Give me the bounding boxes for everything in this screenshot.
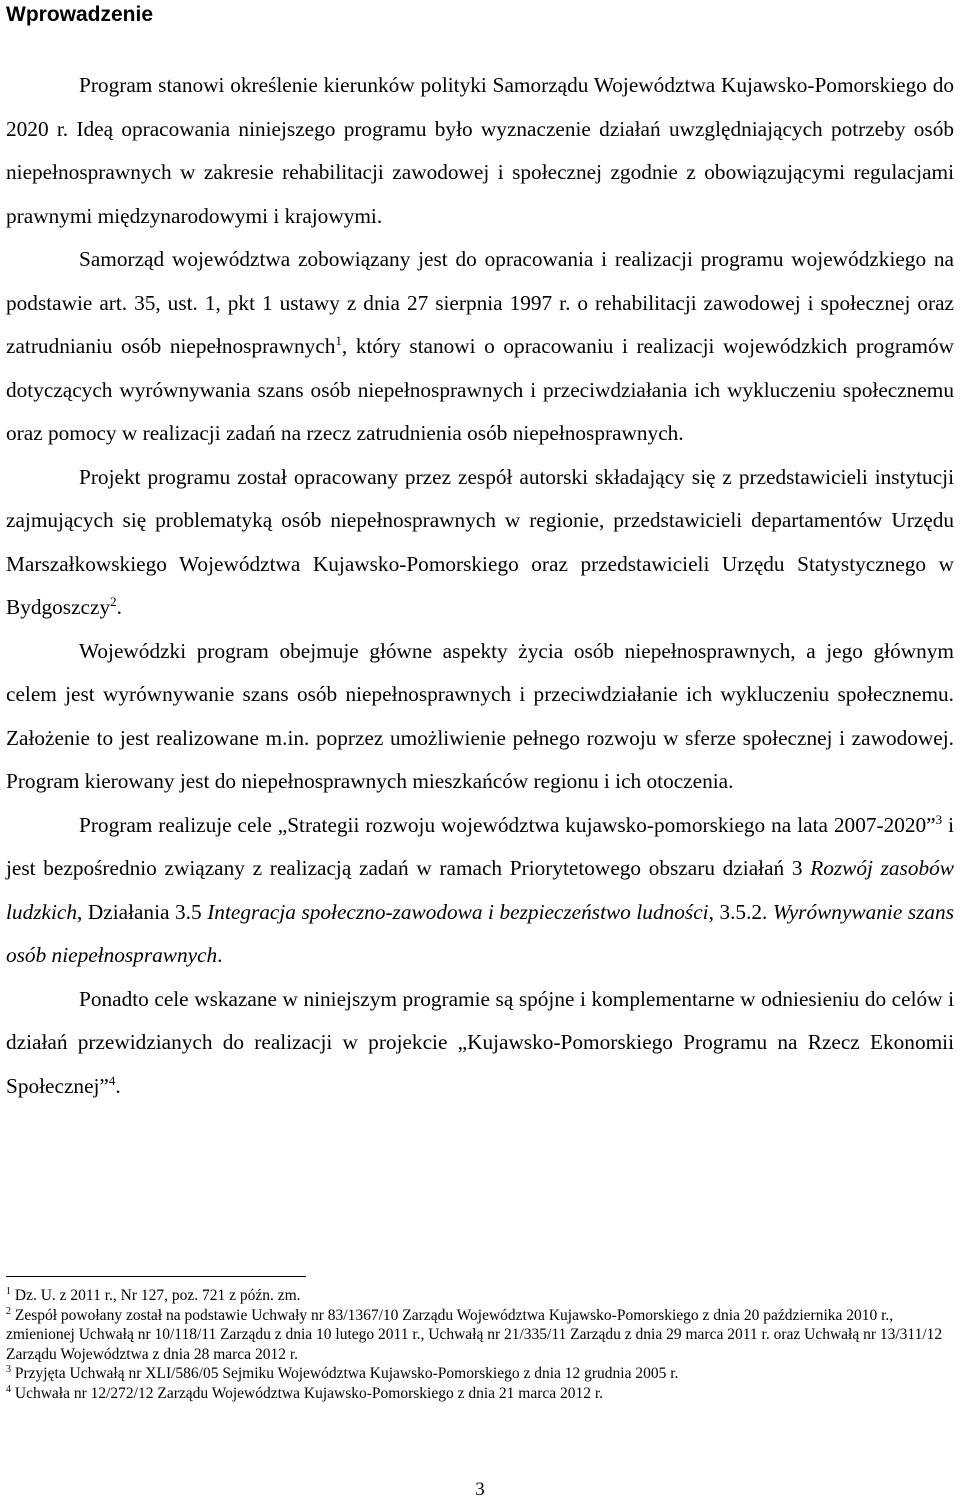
footnote-number: 4 bbox=[6, 1383, 11, 1395]
italic-run: Integracja społeczno-zawodowa i bezpieczeństwo ludności bbox=[207, 899, 709, 924]
paragraph-authors bbox=[6, 456, 954, 630]
footnote-ref[interactable]: 1 bbox=[335, 333, 342, 348]
italic-run: Rozwój zasobów ludzkich bbox=[6, 856, 954, 924]
text-run: Ponadto cele wskazane w niniejszym programie są spójne i komplementarne w odniesieniu do celów i działań przewidzianych do realizacji w projekcie „Kujawsko-Pomorskiego Programu na Rzecz Ekonomii Społecznej” bbox=[6, 986, 954, 1098]
text-run: . bbox=[115, 1073, 121, 1098]
footnotes bbox=[6, 1286, 954, 1403]
footnote-text: Przyjęta Uchwałą nr XLI/586/05 Sejmiku Województwa Kujawsko-Pomorskiego z dnia 12 grudnia 2005 r. bbox=[11, 1365, 679, 1382]
footnote-number: 2 bbox=[6, 1305, 11, 1317]
paragraph-legal-basis bbox=[6, 238, 954, 456]
text-run: Program realizuje cele „Strategii rozwoju województwa kujawsko-pomorskiego na lata 2007-2020” bbox=[79, 812, 936, 837]
footnote-separator bbox=[6, 1276, 306, 1277]
text-run: i jest bezpośrednio związany z realizacją zadań w ramach Priorytetowego obszaru działań 3 bbox=[6, 812, 954, 880]
text-run: Samorząd województwa zobowiązany jest do opracowania i realizacji programu wojewódzkiego na podstawie art. 35, ust. 1, pkt 1 ustawy z dnia 27 sierpnia 1997 r. o rehabilitacji zawodowej i społecznej oraz zatrudnianiu osób niepełnosprawnych bbox=[6, 247, 954, 358]
footnote-ref[interactable]: 2 bbox=[110, 594, 117, 609]
page-number: 3 bbox=[475, 1479, 485, 1500]
text-run: , który stanowi o opracowaniu i realizacji wojewódzkich programów dotyczących wyrównywania szans osób niepełnosprawnych i przeciwdziałania ich wykluczeniu społecznemu oraz pomocy w realizacji zadań na rzecz zatrudnienia osób niepełnosprawnych. bbox=[6, 334, 954, 445]
paragraph-goals: Wojewódzki program obejmuje główne aspekty życia osób niepełnosprawnych, a jego głównym celem jest wyrównywanie szans osób niepełnosprawnych i przeciwdziałanie ich wykluczeniu społecznemu. Założenie to jest realizowane m.in. poprzez umożliwienie pełnego rozwoju w sferze społecznej i zawodowej. Program kierowany jest do niepełnosprawnych mieszkańców regionu i ich otoczenia. bbox=[6, 638, 954, 793]
italic-run: Wyrównywanie szans osób niepełnosprawnych bbox=[6, 899, 954, 967]
text-run: . bbox=[217, 943, 223, 967]
footnote bbox=[6, 1364, 954, 1384]
text-run: . bbox=[116, 595, 122, 619]
footnote-ref[interactable]: 4 bbox=[108, 1072, 116, 1088]
paragraph-complementarity bbox=[6, 978, 954, 1109]
paragraph-intro: Program stanowi określenie kierunków polityki Samorządu Województwa Kujawsko-Pomorskiego do 2020 r. Ideą opracowania niniejszego programu było wyznaczenie działań uwzględniających potrzeby osób niepełnosprawnych w zakresie rehabilitacji zawodowej i społecznej zgodnie z obowiązującymi regulacjami prawnymi międzynarodowymi i krajowymi. bbox=[6, 73, 954, 228]
paragraph-strategy bbox=[6, 804, 954, 978]
footnote bbox=[6, 1384, 954, 1404]
footnote-text: Uchwała nr 12/272/12 Zarządu Województwa Kujawsko-Pomorskiego z dnia 21 marca 2012 r. bbox=[11, 1384, 604, 1402]
text-run: , Działania 3.5 bbox=[76, 899, 208, 924]
footnote-number: 3 bbox=[6, 1364, 11, 1375]
section-heading: Wprowadzenie bbox=[6, 3, 154, 26]
text-run: Projekt programu został opracowany przez zespół autorski składający się z przedstawicieli instytucji zajmujących się problematyką osób niepełnosprawnych w regionie, przedstawicieli departamentów Urzędu Marszałkowskiego Województwa Kujawsko-Pomorskiego oraz przedstawicieli Urzędu Statystycznego w Bydgoszczy bbox=[6, 464, 954, 619]
footnote-text: Zespół powołany został na podstawie Uchwały nr 83/1367/10 Zarządu Województwa Kujawsko-Pomorskiego z dnia 20 października 2010 r., zmienionej Uchwałą nr 10/118/11 Zarządu z dnia 10 lutego 2011 r., Uchwałą nr 21/335/11 Zarządu z dnia 29 marca 2011 r. oraz Uchwałą nr 13/311/12 Zarządu Województwa z dnia 28 marca 2012 r. bbox=[6, 1306, 943, 1363]
footnote-ref[interactable]: 3 bbox=[935, 811, 943, 827]
footnote-text: Dz. U. z 2011 r., Nr 127, poz. 721 z późn. zm. bbox=[11, 1287, 301, 1304]
footnote-number: 1 bbox=[6, 1286, 11, 1297]
text-run: , 3.5.2. bbox=[708, 899, 773, 924]
footnote bbox=[6, 1306, 954, 1365]
body-text bbox=[6, 64, 954, 1108]
footnote bbox=[6, 1286, 954, 1306]
